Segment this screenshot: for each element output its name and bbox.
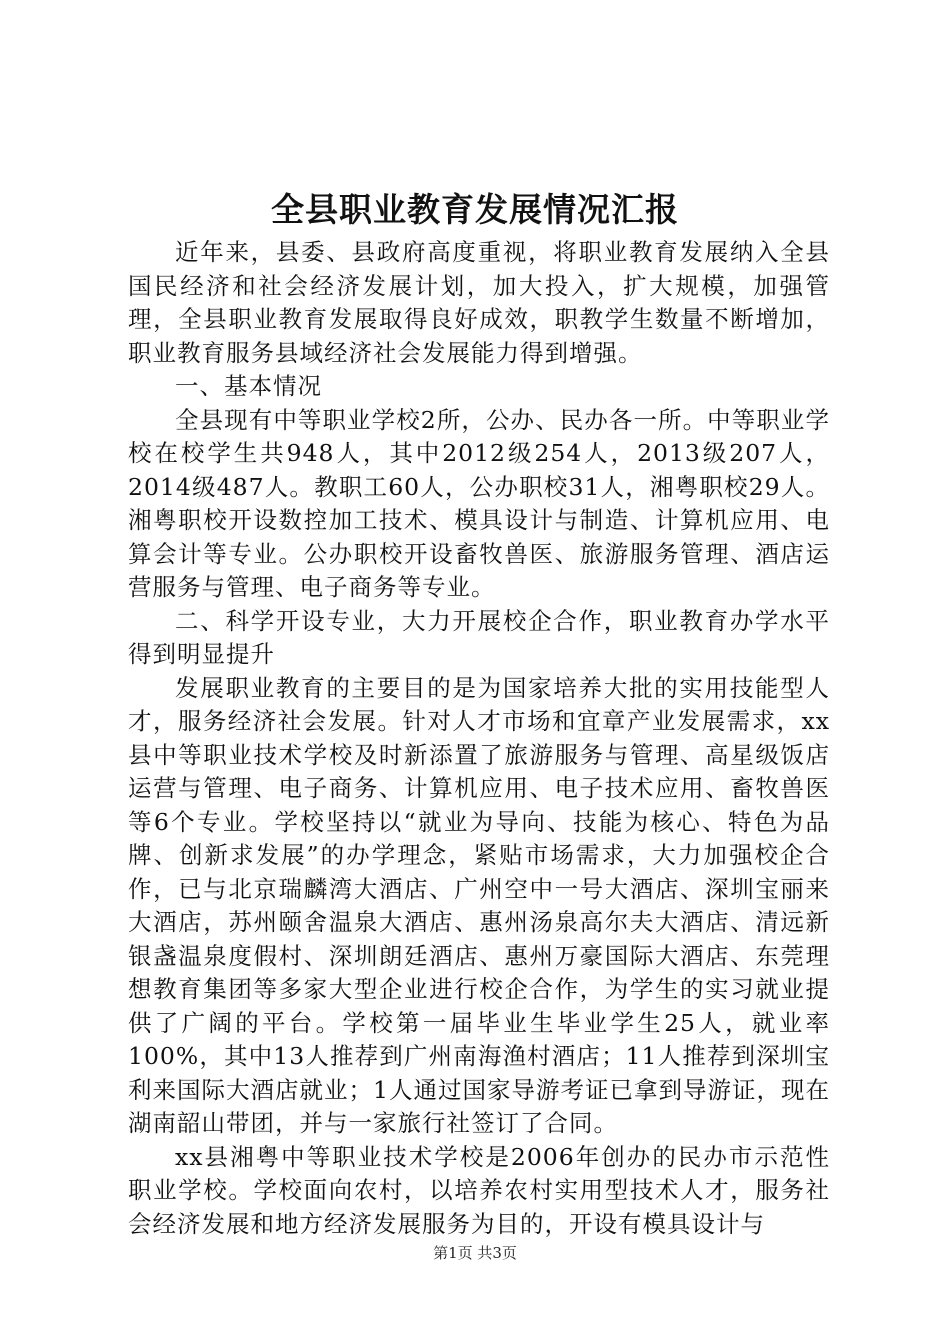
document-title: 全县职业教育发展情况汇报 xyxy=(271,190,679,229)
section-heading-basic: 一、基本情况 xyxy=(175,372,322,400)
page-number-footer: 第1页 共3页 xyxy=(433,1244,517,1262)
paragraph-xiangyue-school: xx县湘粤中等职业技术学校是2006年创办的民办市示范性职业学校。学校面向农村，以培养农村实用型技术人才，服务社会经济发展和地方经济发展服务为目的，开设有模具设计与 xyxy=(128,1142,830,1238)
document-body xyxy=(128,236,830,1241)
paragraph-basic-situation: 全县现有中等职业学校2所，公办、民办各一所。中等职业学校在校学生共948人，其中2012级254人，2013级207人，2014级487人。教职工60人，公办职校31人，湘粤职校29人。湘粤职校开设数控加工技术、模具设计与制造、计算机应用、电算会计等专业。公办职校开设畜牧兽医、旅游服务管理、酒店运营服务与管理、电子商务等专业。 xyxy=(128,405,830,601)
paragraph-intro: 近年来，县委、县政府高度重视，将职业教育发展纳入全县国民经济和社会经济发展计划，加大投入，扩大规模，加强管理，全县职业教育发展取得良好成效，职教学生数量不断增加，职业教育服务县域经济社会发展能力得到增强。 xyxy=(128,238,830,367)
section-heading-majors: 二、科学开设专业，大力开展校企合作，职业教育办学水平得到明显提升 xyxy=(128,606,830,668)
paragraph-majors-cooperation: 发展职业教育的主要目的是为国家培养大批的实用技能型人才，服务经济社会发展。针对人才市场和宜章产业发展需求，xx县中等职业技术学校及时新添置了旅游服务与管理、高星级饭店运营与管理、电子商务、计算机应用、电子技术应用、畜牧兽医等6个专业。学校坚持以“就业为导向、技能为核心、特色为品牌、创新求发展”的办学理念，紧贴市场需求，大力加强校企合作，已与北京瑞麟湾大酒店、广州空中一号大酒店、深圳宝丽来大酒店，苏州颐舍温泉大酒店、惠州汤泉高尔夫大酒店、清远新银盏温泉度假村、深圳朗廷酒店、惠州万豪国际大酒店、东莞理想教育集团等多家大型企业进行校企合作，为学生的实习就业提供了广阔的平台。学校第一届毕业生毕业学生25人，就业率100%，其中13人推荐到广州南海渔村酒店；11人推荐到深圳宝利来国际大酒店就业；1人通过国家导游考证已拿到导游证，现在湖南韶山带团，并与一家旅行社签订了合同。 xyxy=(128,673,830,1137)
